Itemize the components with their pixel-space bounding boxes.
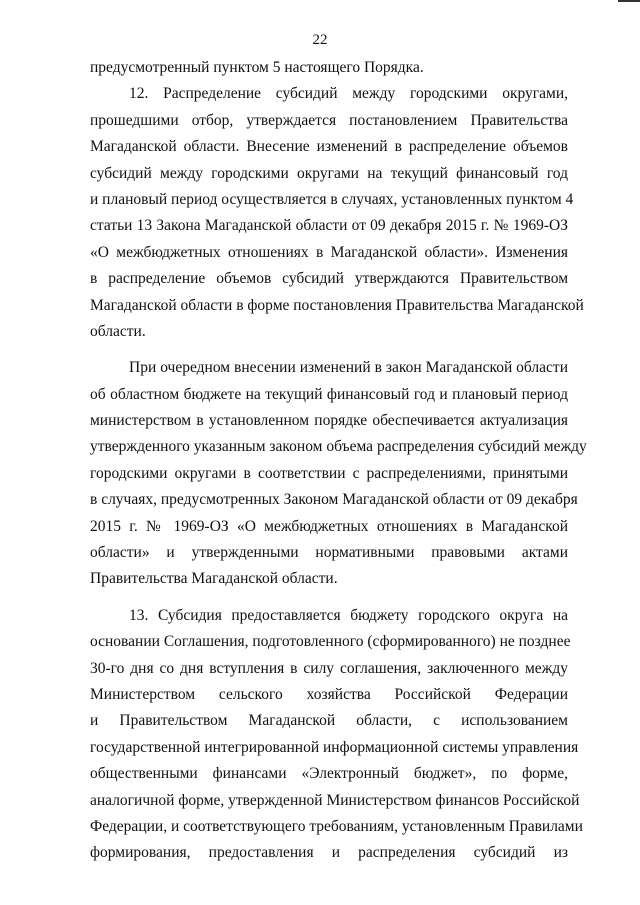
text-line: 30-го дня со дня вступления в силу соглашения, заключенного между [90,659,568,677]
text-line: субсидий между городскими округами на текущий финансовый год [90,164,568,182]
text-line: статьи 13 Закона Магаданской области от 09 декабря 2015 г. № 1969-ОЗ [90,217,568,235]
text-line: Магаданской области. Внесение изменений в распределение объемов [90,138,568,156]
text-line: области. [90,322,146,340]
text-line: и Правительством Магаданской области, с использованием [90,712,568,730]
paragraph-12-first-line: 12. Распределение субсидий между городскими округами, [129,85,568,103]
text-line: общественными финансами «Электронный бюджет», по форме, [90,765,568,783]
text-line: и плановый период осуществляется в случаях, установленных пунктом 4 [90,190,574,208]
page-number: 22 [312,32,328,48]
text-line: об областном бюджете на текущий финансовый год и плановый период [90,385,568,403]
text-line: в распределение объемов субсидий утверждаются Правительством [90,270,568,288]
text-line: городскими округами в соответствии с распределениями, принятыми [90,464,568,482]
text-line: основании Соглашения, подготовленного (сформированного) не позднее [90,633,571,651]
text-line: 2015 г. № 1969-ОЗ «О межбюджетных отношениях в Магаданской [90,517,568,535]
document-body [90,55,587,867]
text-line: Магаданской области в форме постановления Правительства Магаданской [90,296,584,314]
text-line: Правительства Магаданской области. [90,570,338,588]
corner-mark [618,0,640,6]
paragraph-13-first-line: 13. Субсидия предоставляется бюджету городского округа на [129,606,568,624]
paragraph-amendments-first-line: При очередном внесении изменений в закон Магаданской области [129,359,568,377]
text-line: прошедшими отбор, утверждается постановлением Правительства [90,111,568,129]
text-line: аналогичной форме, утвержденной Министерством финансов Российской [90,791,580,809]
text-line: формирования, предоставления и распределения субсидий из [90,844,568,862]
text-line: утвержденного указанным законом объема распределения субсидий между [90,438,587,456]
text-line: области» и утвержденными нормативными правовыми актами [90,544,568,562]
text-line: Федерации, и соответствующего требованиям, установленным Правилами [90,817,583,835]
text-line: в случаях, предусмотренных Законом Магаданской области от 09 декабря [90,491,578,509]
text-line: «О межбюджетных отношениях в Магаданской области». Изменения [90,243,568,261]
text-line: Министерством сельского хозяйства Российской Федерации [90,685,568,703]
text-line: государственной интегрированной информационной системы управления [90,738,579,756]
text-line: министерством в установленном порядке обеспечивается актуализация [90,412,568,430]
text-line: предусмотренный пунктом 5 настоящего Порядка. [90,59,424,76]
